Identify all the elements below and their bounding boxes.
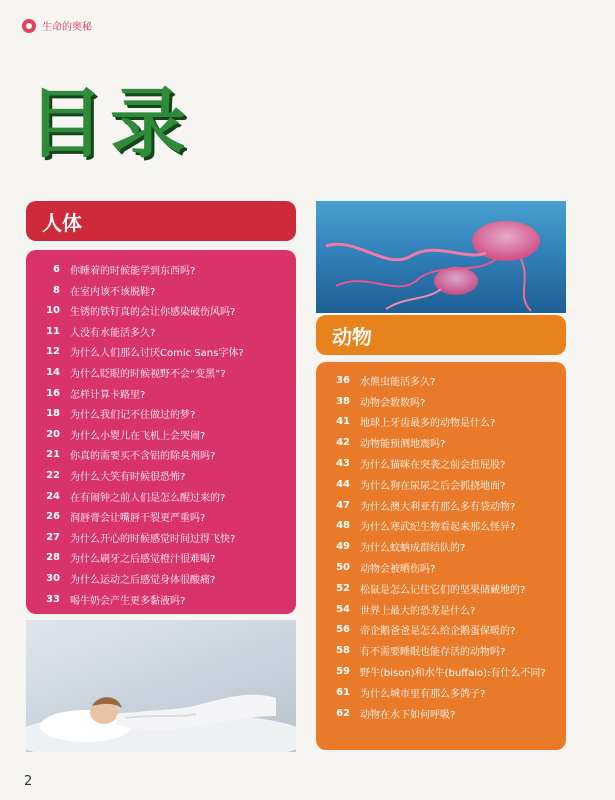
section-tab-animals: 动物	[316, 315, 566, 355]
toc-question: 人没有水能活多久?	[70, 327, 156, 339]
toc-page-number: 12	[46, 346, 60, 358]
toc-entry	[34, 322, 288, 341]
toc-entry	[324, 682, 558, 703]
toc-question: 你真的需要买不含铝的除臭剂吗?	[70, 451, 216, 463]
toc-entry	[324, 620, 558, 641]
toc-question: 怎样计算卡路里?	[70, 389, 146, 401]
toc-entry	[34, 363, 288, 382]
toc-entry	[324, 536, 558, 557]
toc-question: 为什么大笑有时候很恐怖?	[70, 471, 186, 483]
toc-question: 动物在水下如何呼吸?	[360, 709, 456, 721]
toc-page-number: 16	[46, 387, 60, 399]
series-title: 生命的奥秘	[42, 22, 92, 33]
toc-entry	[34, 281, 288, 300]
toc-page-number: 47	[336, 499, 350, 511]
toc-page-number: 26	[46, 511, 60, 523]
toc-question: 为什么狗在尿尿之后会抓挠地面?	[360, 480, 506, 492]
toc-page-number: 30	[46, 572, 60, 584]
toc-entry	[324, 703, 558, 724]
toc-page-number: 18	[46, 408, 60, 420]
toc-page-number: 38	[336, 395, 350, 407]
toc-entry	[324, 578, 558, 599]
toc-question: 动物能预测地震吗?	[360, 439, 446, 451]
human-toc-list	[34, 260, 288, 609]
toc-question: 为什么眨眼的时候视野不会“变黑”?	[70, 368, 226, 380]
toc-page-number: 59	[336, 666, 350, 678]
series-logo-icon	[22, 19, 36, 33]
toc-page-number: 22	[46, 469, 60, 481]
toc-question: 有不需要睡眠也能存活的动物吗?	[360, 647, 506, 659]
toc-question: 为什么蚊蚋成群结队的?	[360, 543, 466, 555]
section-tab-human: 人体	[26, 201, 296, 241]
toc-entry	[34, 487, 288, 506]
toc-page-number: 6	[53, 264, 60, 275]
toc-question: 动物会数数吗?	[360, 397, 426, 409]
toc-entry	[34, 301, 288, 320]
toc-entry	[324, 432, 558, 453]
toc-question: 喝牛奶会产生更多黏液吗?	[70, 595, 186, 607]
toc-entry	[34, 425, 288, 444]
toc-question: 地球上牙齿最多的动物是什么?	[360, 418, 496, 430]
toc-page-number: 54	[336, 603, 350, 615]
toc-entry	[34, 590, 288, 609]
toc-question: 松鼠是怎么记住它们的坚果储藏地的?	[360, 584, 526, 596]
page-number: 2	[24, 774, 33, 789]
toc-question: 水熊虫能活多久?	[360, 376, 436, 388]
toc-page-number: 48	[336, 520, 350, 532]
page-title: 目录	[28, 79, 192, 168]
toc-question: 为什么城市里有那么多鸽子?	[360, 688, 486, 700]
toc-page-number: 36	[336, 374, 350, 386]
toc-entry	[34, 507, 288, 526]
toc-page-number: 49	[336, 541, 350, 553]
toc-page-number: 8	[53, 284, 60, 296]
toc-entry	[324, 391, 558, 412]
animals-toc-list	[324, 370, 558, 724]
toc-page-number: 27	[46, 531, 60, 543]
toc-question: 为什么运动之后感觉身体很酸痛?	[70, 574, 216, 586]
toc-page-number: 14	[46, 366, 60, 378]
toc-entry	[324, 412, 558, 433]
toc-question: 为什么猫咪在突袭之前会扭屁股?	[360, 460, 506, 472]
jellyfish-illustration	[316, 201, 566, 313]
toc-question: 帝企鹅爸爸是怎么给企鹅蛋保暖的?	[360, 626, 516, 638]
toc-entry	[34, 342, 288, 361]
toc-page-number: 24	[46, 490, 60, 502]
toc-entry	[324, 474, 558, 495]
toc-page-number: 10	[46, 305, 60, 317]
toc-entry	[34, 445, 288, 464]
toc-entry	[324, 516, 558, 537]
toc-question: 为什么人们那么讨厌Comic Sans字体?	[70, 348, 244, 360]
toc-question: 润唇膏会让嘴唇干裂更严重吗?	[70, 513, 206, 525]
toc-entry	[34, 466, 288, 485]
toc-page-number: 21	[46, 449, 60, 461]
toc-question: 为什么澳大利亚有那么多有袋动物?	[360, 501, 516, 513]
toc-entry	[324, 640, 558, 661]
toc-page-number: 11	[46, 325, 60, 337]
human-toc-panel	[26, 250, 296, 614]
toc-entry	[34, 548, 288, 567]
toc-entry	[324, 661, 558, 682]
toc-page-number: 62	[336, 707, 350, 719]
toc-page-number: 42	[336, 437, 350, 449]
toc-entry	[324, 495, 558, 516]
toc-entry	[324, 599, 558, 620]
toc-question: 为什么刷牙之后感觉橙汁很难喝?	[70, 554, 216, 566]
sleeping-woman-photo	[26, 620, 296, 752]
toc-question: 为什么我们记不住做过的梦?	[70, 410, 196, 422]
toc-question: 为什么寒武纪生物看起来那么怪异?	[360, 522, 516, 534]
toc-question: 世界上最大的恐龙是什么?	[360, 605, 476, 617]
toc-page-number: 52	[336, 582, 350, 594]
toc-page-number: 56	[336, 624, 350, 636]
toc-page-number: 43	[336, 458, 350, 470]
jellyfish-photo	[316, 201, 566, 313]
toc-page-number: 33	[46, 593, 60, 605]
toc-entry	[34, 528, 288, 547]
toc-question: 生锈的铁钉真的会让你感染破伤风吗?	[70, 307, 236, 319]
toc-page-number: 50	[336, 562, 350, 574]
toc-question: 你睡着的时候能学到东西吗?	[70, 266, 196, 277]
toc-question: 在室内该不该脱鞋?	[70, 286, 156, 298]
toc-question: 在有闹钟之前人们是怎么醒过来的?	[70, 492, 226, 504]
toc-entry	[324, 453, 558, 474]
toc-page-number: 61	[336, 686, 350, 698]
toc-entry	[34, 260, 288, 279]
toc-page-number: 28	[46, 552, 60, 564]
toc-question: 动物会被晒伤吗?	[360, 564, 436, 576]
toc-entry	[324, 370, 558, 391]
animals-toc-panel	[316, 362, 566, 750]
toc-entry	[34, 569, 288, 588]
toc-page-number: 58	[336, 645, 350, 657]
toc-question: 为什么小婴儿在飞机上会哭闹?	[70, 430, 206, 442]
toc-page-number: 41	[336, 416, 350, 428]
toc-entry	[324, 557, 558, 578]
series-header	[22, 18, 92, 33]
toc-entry	[34, 404, 288, 423]
sleeping-woman-illustration	[26, 620, 296, 752]
toc-question: 为什么开心的时候感觉时间过得飞快?	[70, 533, 236, 545]
toc-entry	[34, 384, 288, 403]
toc-page-number: 20	[46, 428, 60, 440]
toc-page-number: 44	[336, 478, 350, 490]
toc-question: 野牛(bison)和水牛(buffalo):有什么不同?	[360, 668, 546, 680]
